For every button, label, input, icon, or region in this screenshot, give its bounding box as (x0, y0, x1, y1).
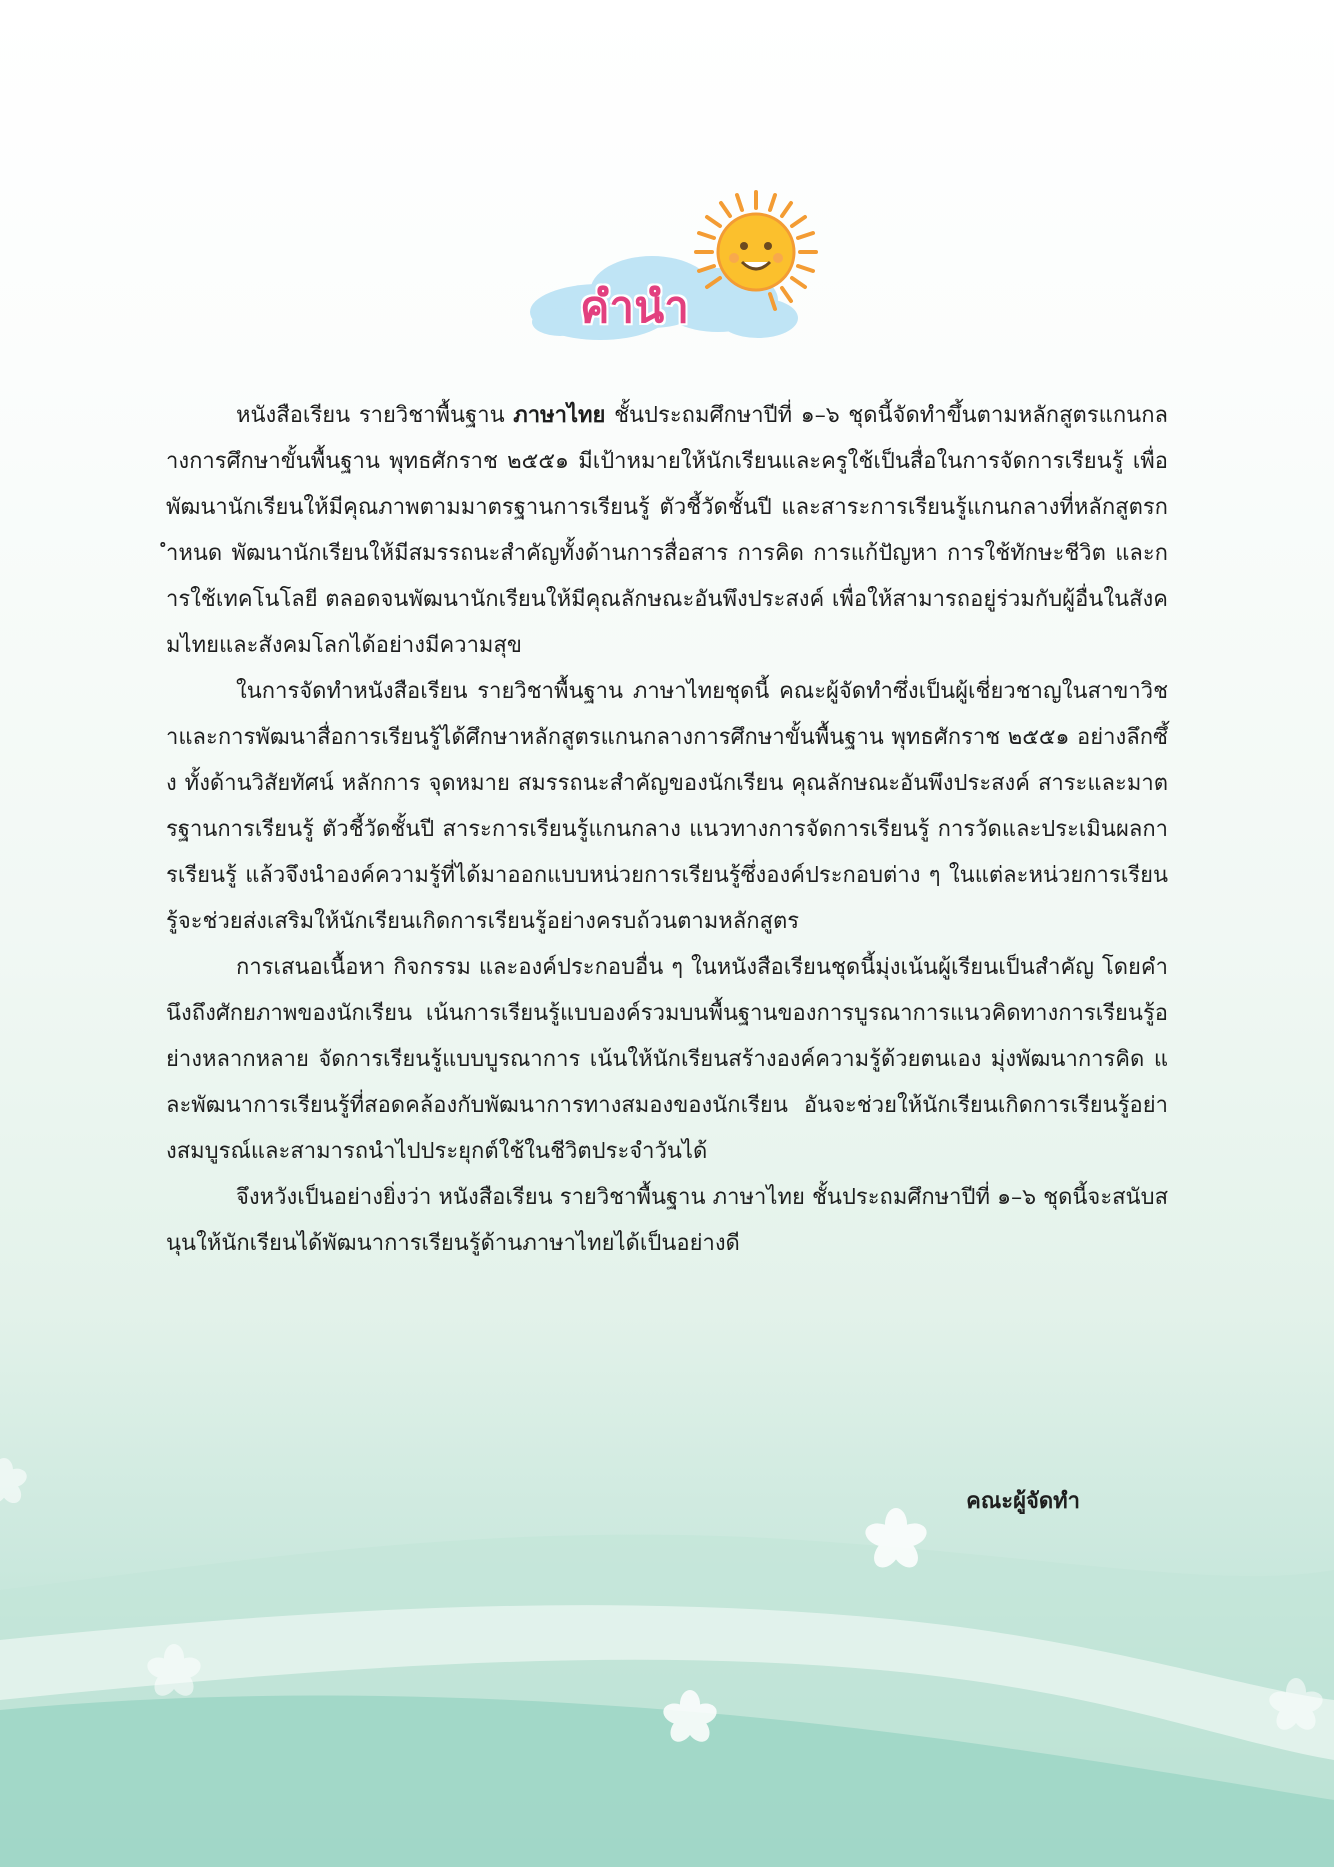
paragraph-1-prefix: หนังสือเรียน รายวิชาพื้นฐาน (236, 403, 514, 428)
paragraph-1-rest: ชั้นประถมศึกษาปีที่ ๑–๖ ชุดนี้จัดทำขึ้นตามหลักสูตรแกนกลางการศึกษาขั้นพื้นฐาน พุทธศักราช ๒๕๕๑ มีเป้าหมายให้นักเรียนและครูใช้เป็นสื่อในการจัดการเรียนรู้ เพื่อพัฒนานักเรียนให้มีคุณภาพตามมาตรฐานการเรียนรู้ ตัวชี้วัดชั้นปี และสาระการเรียนรู้แกนกลางที่หลักสูตรกำหนด พัฒนานักเรียนให้มีสมรรถนะสำคัญทั้งด้านการสื่อสาร การคิด การแก้ปัญหา การใช้ทักษะชีวิต และการใช้เทคโนโลยี ตลอดจนพัฒนานักเรียนให้มีคุณลักษณะอันพึงประสงค์ เพื่อให้สามารถอยู่ร่วมกับผู้อื่นในสังคมไทยและสังคมโลกได้อย่างมีความสุข (166, 403, 1168, 658)
signature: คณะผู้จัดทำ (966, 1488, 1080, 1514)
foreword-body (166, 392, 1168, 1267)
page-title: คำนำ (580, 282, 689, 333)
paragraph-4: จึงหวังเป็นอย่างยิ่งว่า หนังสือเรียน รายวิชาพื้นฐาน ภาษาไทย ชั้นประถมศึกษาปีที่ ๑–๖ ชุดนี้จะสนับสนุนให้นักเรียนได้พัฒนาการเรียนรู้ด้านภาษาไทยได้เป็นอย่างดี (166, 1185, 1168, 1256)
subject-name: ภาษาไทย (513, 402, 606, 428)
paragraph-1 (166, 392, 1168, 669)
paragraph-2: ในการจัดทำหนังสือเรียน รายวิชาพื้นฐาน ภาษาไทยชุดนี้ คณะผู้จัดทำซึ่งเป็นผู้เชี่ยวชาญในสาขาวิชาและการพัฒนาสื่อการเรียนรู้ได้ศึกษาหลักสูตรแกนกลางการศึกษาขั้นพื้นฐาน พุทธศักราช ๒๕๕๑ อย่างลึกซึ้ง ทั้งด้านวิสัยทัศน์ หลักการ จุดหมาย สมรรถนะสำคัญของนักเรียน คุณลักษณะอันพึงประสงค์ สาระและมาตรฐานการเรียนรู้ ตัวชี้วัดชั้นปี สาระการเรียนรู้แกนกลาง แนวทางการจัดการเรียนรู้ การวัดและประเมินผลการเรียนรู้ แล้วจึงนำองค์ความรู้ที่ได้มาออกแบบหน่วยการเรียนรู้ซึ่งองค์ประกอบต่าง ๆ ในแต่ละหน่วยการเรียนรู้จะช่วยส่งเสริมให้นักเรียนเกิดการเรียนรู้อย่างครบถ้วนตามหลักสูตร (166, 679, 1168, 934)
flower-icon (0, 1458, 29, 1507)
paragraph-3: การเสนอเนื้อหา กิจกรรม และองค์ประกอบอื่น ๆ ในหนังสือเรียนชุดนี้มุ่งเน้นผู้เรียนเป็นสำคัญ โดยคำนึงถึงศักยภาพของนักเรียน เน้นการเรียนรู้แบบองค์รวมบนพื้นฐานของการบูรณาการแนวคิดทางการเรียนรู้อย่างหลากหลาย จัดการเรียนรู้แบบบูรณาการ เน้นให้นักเรียนสร้างองค์ความรู้ด้วยตนเอง มุ่งพัฒนาการคิด และพัฒนาการเรียนรู้ที่สอดคล้องกับพัฒนาการทางสมองของนักเรียน อันจะช่วยให้นักเรียนเกิดการเรียนรู้อย่างสมบูรณ์และสามารถนำไปประยุกต์ใช้ในชีวิตประจำวันได้ (166, 955, 1168, 1164)
